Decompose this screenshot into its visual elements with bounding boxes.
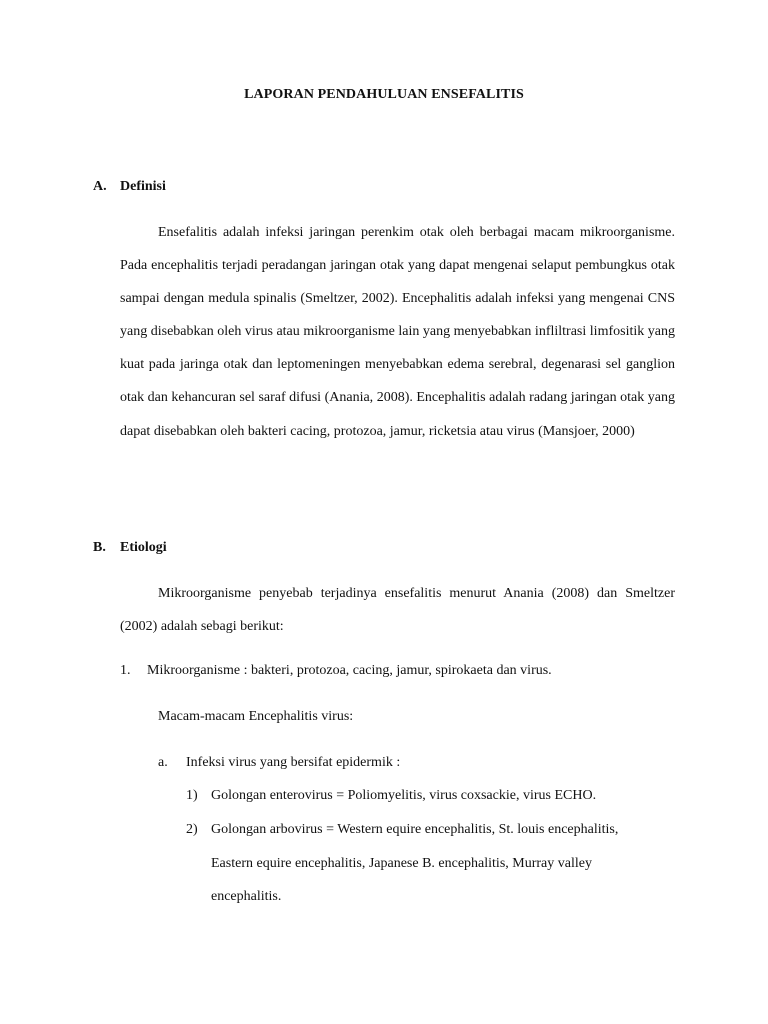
list-item-1: [120, 663, 552, 679]
virus-types-subtitle: Macam-macam Encephalitis virus:: [158, 709, 354, 724]
section-b-number: B.: [93, 540, 106, 555]
section-a-heading: [93, 179, 166, 195]
sub-item-2: [186, 822, 618, 838]
sub-item-2-marker: 2): [186, 822, 198, 837]
sub-item-2-text: Golongan arbovirus = Western equire encephalitis, St. louis encephalitis,: [211, 822, 619, 837]
sub-item-1-text: Golongan enterovirus = Poliomyelitis, virus coxsackie, virus ECHO.: [211, 788, 597, 803]
section-b-heading: [93, 540, 167, 556]
list-item-1-marker: 1.: [120, 663, 131, 678]
list-item-a-text: Infeksi virus yang bersifat epidermik :: [186, 755, 401, 770]
list-item-1-text: Mikroorganisme : bakteri, protozoa, cacing, jamur, spirokaeta dan virus.: [147, 663, 552, 678]
sub-item-2-continuation-2: encephalitis.: [211, 889, 282, 904]
section-a-paragraph: Ensefalitis adalah infeksi jaringan perenkim otak oleh berbagai macam mikroorganisme. Pada encephalitis terjadi peradangan jaringan otak yang dapat mengenai selaput pembungkus otak sampai dengan medula spinalis (Smeltzer, 2002). Encephalitis adalah infeksi yang mengenai CNS yang disebabkan oleh virus atau mikroorganisme lain yang menyebabkan infliltrasi limfositik yang kuat pada jaringa otak dan leptomeningen menyebabkan edema serebral, degenarasi sel ganglion otak dan kehancuran sel saraf difusi (Anania, 2008). Encephalitis adalah radang jaringan otak yang dapat disebabkan oleh bakteri cacing, protozoa, jamur, ricketsia atau virus (Mansjoer, 2000): [120, 225, 675, 439]
sub-item-1: [186, 788, 596, 804]
list-item-a-marker: a.: [158, 755, 168, 770]
sub-item-2-continuation-1: Eastern equire encephalitis, Japanese B. encephalitis, Murray valley: [211, 856, 592, 871]
document-title: LAPORAN PENDAHULUAN ENSEFALITIS: [244, 87, 524, 102]
sub-item-1-marker: 1): [186, 788, 198, 803]
list-item-a: [158, 755, 400, 771]
section-b-paragraph: Mikroorganisme penyebab terjadinya ensefalitis menurut Anania (2008) dan Smeltzer (2002) adalah sebagi berikut:: [120, 586, 675, 635]
section-a-title: Definisi: [120, 179, 166, 194]
section-b-title: Etiologi: [120, 540, 167, 555]
section-a-number: A.: [93, 179, 107, 194]
